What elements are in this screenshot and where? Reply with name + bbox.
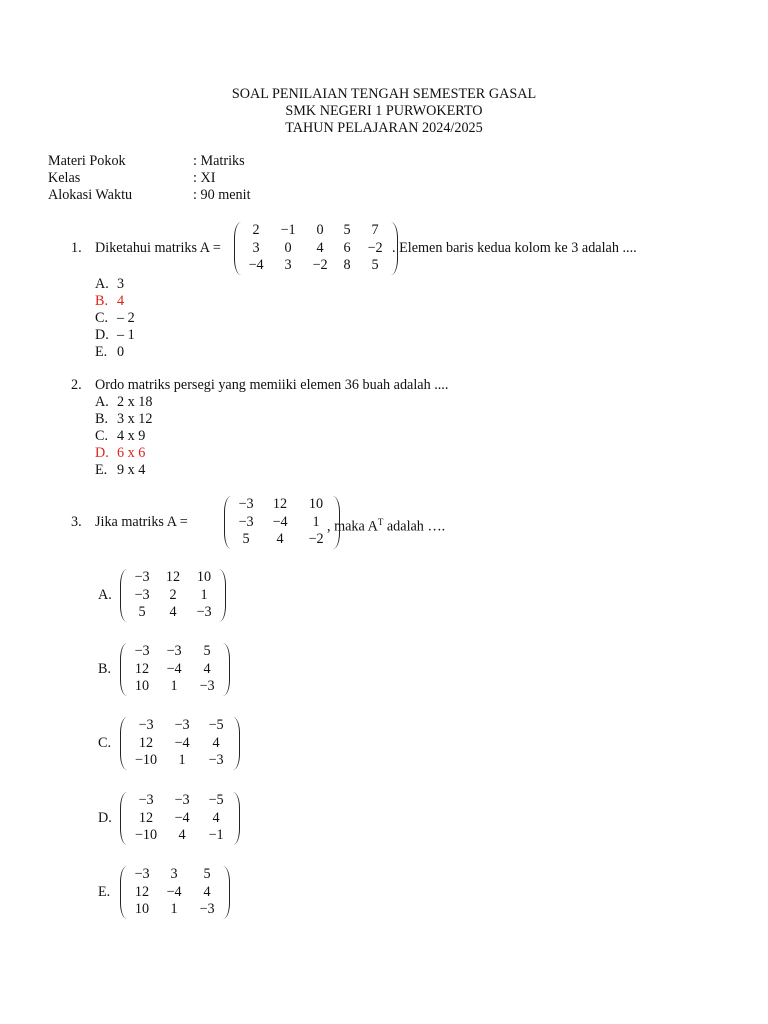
option-text: – 1: [117, 327, 135, 343]
question-3-text-after: [327, 514, 445, 536]
matrix-cell: 4: [178, 827, 186, 843]
matrix-cell: 5: [203, 866, 211, 882]
matrix-cell: −1: [208, 827, 224, 843]
option-b-matrix: [120, 643, 230, 696]
matrix-cell: 2: [169, 586, 177, 603]
matrix-cell: −10: [134, 827, 158, 843]
matrix-left-bracket: [120, 643, 127, 696]
option-e-matrix: [120, 866, 230, 919]
matrix-cell: −3: [134, 643, 150, 659]
option-text: 3: [117, 276, 125, 292]
matrix-cell: 10: [308, 496, 324, 512]
matrix-cell: −4: [166, 660, 182, 677]
matrix-left-bracket: [120, 717, 127, 770]
option-e: [95, 344, 135, 361]
matrix-cell: −3: [174, 717, 190, 733]
matrix-cell: 10: [196, 569, 212, 585]
matrix-cell: 5: [371, 257, 379, 273]
info-row-kelas: [48, 170, 251, 187]
option-b-letter: B.: [98, 661, 112, 677]
matrix-left-bracket: [234, 222, 241, 275]
matrix-row: [127, 810, 233, 828]
option-b-correct: [95, 293, 135, 310]
matrix-cell: 12: [134, 883, 150, 900]
matrix-row: [127, 735, 233, 753]
matrix-row: [127, 827, 233, 845]
matrix-cell: 12: [272, 496, 288, 512]
matrix-cell: 12: [165, 569, 181, 585]
materi-value: : Matriks: [193, 153, 245, 169]
matrix-cell: −3: [134, 586, 150, 603]
matrix-cell: 12: [138, 734, 154, 751]
option-letter: D.: [95, 327, 109, 343]
matrix-row: [127, 717, 233, 735]
matrix-grid: [231, 496, 333, 549]
matrix-cell: −3: [196, 604, 212, 620]
matrix-cell: −3: [238, 513, 254, 530]
question-3-matrix: [224, 496, 340, 549]
option-letter: B.: [95, 293, 109, 309]
matrix-cell: 12: [138, 809, 154, 826]
matrix-row: [231, 496, 333, 514]
question-3-text-before: Jika matriks A =: [95, 514, 188, 530]
option-e: [95, 462, 152, 479]
matrix-left-bracket: [120, 866, 127, 919]
option-letter: C.: [95, 310, 109, 326]
matrix-row: [127, 866, 223, 884]
option-text: 2 x 18: [117, 394, 153, 410]
matrix-cell: −3: [138, 717, 154, 733]
matrix-cell: 6: [343, 239, 351, 256]
question-1-matrix: [234, 222, 398, 275]
matrix-row: [127, 587, 219, 605]
option-text: 9 x 4: [117, 462, 146, 478]
matrix-cell: 2: [252, 222, 260, 238]
option-a-letter: A.: [98, 587, 112, 603]
matrix-row: [127, 678, 223, 696]
matrix-cell: −2: [312, 257, 328, 273]
matrix-cell: 5: [138, 604, 146, 620]
matrix-cell: 10: [134, 901, 150, 917]
matrix-row: [241, 222, 391, 240]
option-a: [95, 394, 152, 411]
matrix-grid: [127, 866, 223, 919]
matrix-cell: 8: [343, 257, 351, 273]
matrix-grid: [127, 643, 223, 696]
option-d-correct: [95, 445, 152, 462]
matrix-cell: 3: [170, 866, 178, 882]
matrix-cell: 0: [284, 239, 292, 256]
question-3-number: 3.: [71, 514, 82, 530]
matrix-cell: −2: [308, 531, 324, 547]
matrix-cell: −3: [138, 792, 154, 808]
option-text: 4 x 9: [117, 428, 146, 444]
matrix-cell: −4: [174, 809, 190, 826]
matrix-cell: −3: [166, 643, 182, 659]
info-row-waktu: [48, 187, 251, 204]
matrix-row: [241, 257, 391, 275]
matrix-cell: −3: [199, 901, 215, 917]
document-header: [0, 86, 768, 137]
text-after-pre: , maka A: [327, 518, 378, 535]
kelas-value: : XI: [193, 170, 216, 186]
header-school: SMK NEGERI 1 PURWOKERTO: [285, 103, 483, 119]
question-2-options: [95, 394, 152, 479]
matrix-cell: −4: [248, 257, 264, 273]
option-d: [95, 327, 135, 344]
matrix-cell: 4: [203, 883, 211, 900]
matrix-cell: −3: [199, 678, 215, 694]
matrix-cell: 10: [134, 678, 150, 694]
matrix-cell: 4: [316, 239, 324, 256]
option-text: 6 x 6: [117, 445, 146, 461]
exam-info: [48, 153, 251, 204]
option-letter: A.: [95, 276, 109, 292]
matrix-cell: 4: [212, 809, 220, 826]
matrix-right-bracket: [233, 717, 240, 770]
info-row-materi: [48, 153, 251, 170]
matrix-cell: 7: [371, 222, 379, 238]
waktu-value: : 90 menit: [193, 187, 251, 203]
matrix-row: [127, 752, 233, 770]
matrix-right-bracket: [223, 866, 230, 919]
option-a-matrix: [120, 569, 226, 622]
option-b: [95, 411, 152, 428]
option-letter: C.: [95, 428, 109, 444]
option-text: 3 x 12: [117, 411, 153, 427]
matrix-cell: −3: [174, 792, 190, 808]
matrix-row: [127, 569, 219, 587]
matrix-cell: 3: [252, 239, 260, 256]
option-d-matrix: [120, 792, 240, 845]
matrix-row: [127, 792, 233, 810]
matrix-row: [127, 901, 223, 919]
matrix-row: [241, 240, 391, 258]
question-2-number: 2.: [71, 377, 82, 393]
matrix-cell: −1: [280, 222, 296, 238]
matrix-cell: −5: [208, 792, 224, 808]
matrix-cell: 4: [212, 734, 220, 751]
matrix-cell: 4: [276, 531, 284, 547]
transpose-superscript: T: [377, 517, 384, 527]
option-a: [95, 276, 135, 293]
matrix-cell: 5: [242, 531, 250, 547]
matrix-right-bracket: [233, 792, 240, 845]
matrix-cell: −4: [166, 883, 182, 900]
matrix-cell: 1: [312, 513, 320, 530]
option-c: [95, 428, 152, 445]
option-e-letter: E.: [98, 884, 111, 900]
matrix-cell: −4: [174, 734, 190, 751]
matrix-cell: −10: [134, 752, 158, 768]
matrix-right-bracket: [223, 643, 230, 696]
matrix-row: [127, 884, 223, 902]
matrix-grid: [127, 569, 219, 622]
matrix-cell: −3: [134, 569, 150, 585]
option-letter: D.: [95, 445, 109, 461]
matrix-cell: −3: [134, 866, 150, 882]
matrix-cell: 12: [134, 660, 150, 677]
option-d-letter: D.: [98, 810, 112, 826]
option-letter: E.: [95, 344, 108, 360]
question-1-options: [95, 276, 135, 361]
matrix-cell: −2: [367, 239, 383, 256]
option-c-letter: C.: [98, 735, 112, 751]
matrix-row: [127, 604, 219, 622]
matrix-cell: −5: [208, 717, 224, 733]
matrix-grid: [127, 792, 233, 845]
matrix-cell: 0: [316, 222, 324, 238]
matrix-cell: 5: [203, 643, 211, 659]
matrix-left-bracket: [120, 569, 127, 622]
kelas-label: Kelas: [48, 170, 81, 186]
option-letter: E.: [95, 462, 108, 478]
matrix-cell: 3: [284, 257, 292, 273]
matrix-cell: 1: [200, 586, 208, 603]
question-1-text-after: . Elemen baris kedua kolom ke 3 adalah ....: [392, 240, 637, 256]
matrix-cell: 1: [170, 901, 178, 917]
option-letter: A.: [95, 394, 109, 410]
header-title: SOAL PENILAIAN TENGAH SEMESTER GASAL: [231, 86, 537, 102]
question-2-text: Ordo matriks persegi yang memiiki elemen 36 buah adalah ....: [95, 377, 449, 393]
matrix-cell: 4: [203, 660, 211, 677]
matrix-left-bracket: [224, 496, 231, 549]
matrix-cell: 4: [169, 604, 177, 620]
matrix-cell: −3: [238, 496, 254, 512]
option-text: 0: [117, 344, 125, 360]
option-letter: B.: [95, 411, 109, 427]
waktu-label: Alokasi Waktu: [48, 187, 133, 203]
matrix-row: [127, 643, 223, 661]
matrix-row: [127, 661, 223, 679]
matrix-left-bracket: [120, 792, 127, 845]
option-c: [95, 310, 135, 327]
matrix-row: [231, 531, 333, 549]
matrix-grid: [127, 717, 233, 770]
option-text: – 2: [117, 310, 135, 326]
matrix-cell: −4: [272, 513, 288, 530]
text-after-post: adalah ….: [383, 518, 446, 535]
matrix-cell: 5: [343, 222, 351, 238]
matrix-cell: −3: [208, 752, 224, 768]
option-c-matrix: [120, 717, 240, 770]
matrix-cell: 1: [178, 752, 186, 768]
matrix-row: [231, 514, 333, 532]
option-text: 4: [117, 293, 125, 309]
matrix-cell: 1: [170, 678, 178, 694]
question-1-text-before: Diketahui matriks A =: [95, 240, 221, 256]
materi-label: Materi Pokok: [48, 153, 126, 169]
matrix-grid: [241, 222, 391, 275]
question-1-number: 1.: [71, 240, 82, 256]
header-year: TAHUN PELAJARAN 2024/2025: [285, 120, 483, 136]
matrix-right-bracket: [219, 569, 226, 622]
